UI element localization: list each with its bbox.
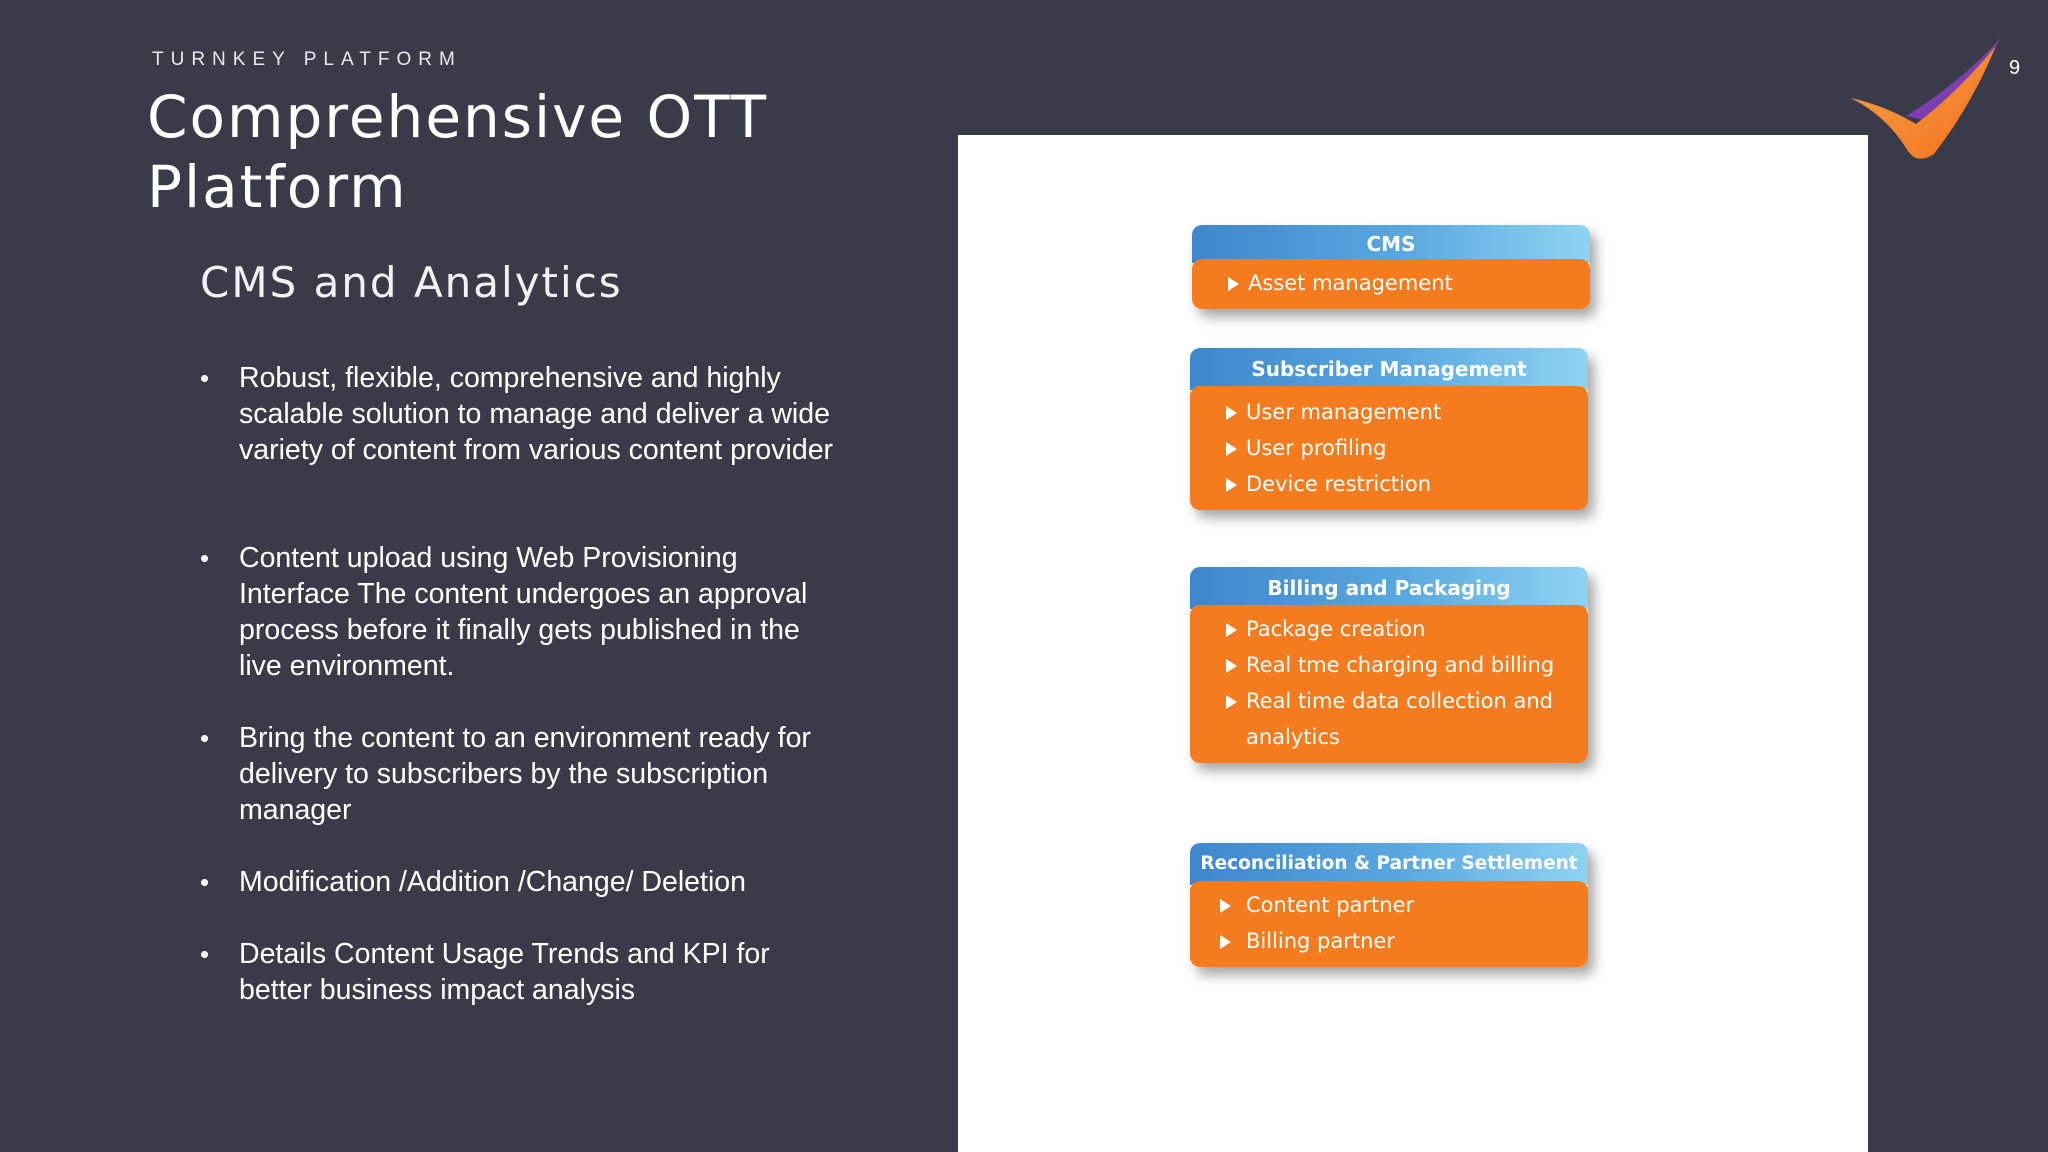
card-title: CMS (1192, 225, 1590, 263)
bullet-item: • Robust, flexible, comprehensive and highly scalable solution to manage and deliver a wide variety of content from various content provider (200, 360, 840, 468)
arrow-icon (1226, 442, 1237, 456)
card-item: User management (1226, 394, 1588, 430)
bullet-item: • Content upload using Web Provisioning Interface The content undergoes an approval process before it finally gets published in the live environment. (200, 540, 840, 684)
card-title: Billing and Packaging (1190, 567, 1588, 609)
card-item: Content partner (1220, 887, 1588, 923)
arrow-icon (1226, 623, 1237, 637)
card-body (1190, 605, 1588, 763)
arrow-icon (1226, 478, 1237, 492)
bullet-list (200, 360, 840, 1008)
arrow-icon (1228, 277, 1239, 291)
card-item: Billing partner (1220, 923, 1588, 959)
arrow-icon (1220, 899, 1231, 913)
card-title: Reconciliation & Partner Settlement (1190, 843, 1588, 885)
card-item: Asset management (1228, 265, 1590, 301)
card-item: Real tme charging and billing (1226, 647, 1576, 683)
card-body (1190, 881, 1588, 967)
bullet-item: • Modification /Addition /Change/ Deletion (200, 864, 840, 900)
card-title: Subscriber Management (1190, 348, 1588, 390)
billing-packaging-card (1190, 567, 1588, 763)
arrow-icon (1220, 935, 1231, 949)
card-item: Device restriction (1226, 466, 1588, 502)
card-item: Real time data collection and analytics (1226, 683, 1576, 755)
section-eyebrow: TURNKEY PLATFORM (152, 49, 462, 70)
card-item: Package creation (1226, 611, 1576, 647)
arrow-icon (1226, 695, 1237, 709)
subscriber-management-card (1190, 348, 1588, 510)
reconciliation-card (1190, 843, 1588, 967)
architecture-diagram-panel (958, 135, 1868, 1152)
card-body (1192, 259, 1590, 309)
bullet-item: • Bring the content to an environment ready for delivery to subscribers by the subscription manager (200, 720, 840, 828)
arrow-icon (1226, 406, 1237, 420)
bullet-item: • Details Content Usage Trends and KPI for better business impact analysis (200, 936, 840, 1008)
cms-card (1192, 225, 1590, 309)
page-subtitle: CMS and Analytics (200, 258, 623, 307)
card-item: User profiling (1226, 430, 1588, 466)
card-body (1190, 386, 1588, 510)
brand-logo-icon (1846, 36, 2006, 166)
arrow-icon (1226, 659, 1237, 673)
page-title: Comprehensive OTT Platform (147, 83, 769, 221)
page-number: 9 (2009, 57, 2021, 79)
